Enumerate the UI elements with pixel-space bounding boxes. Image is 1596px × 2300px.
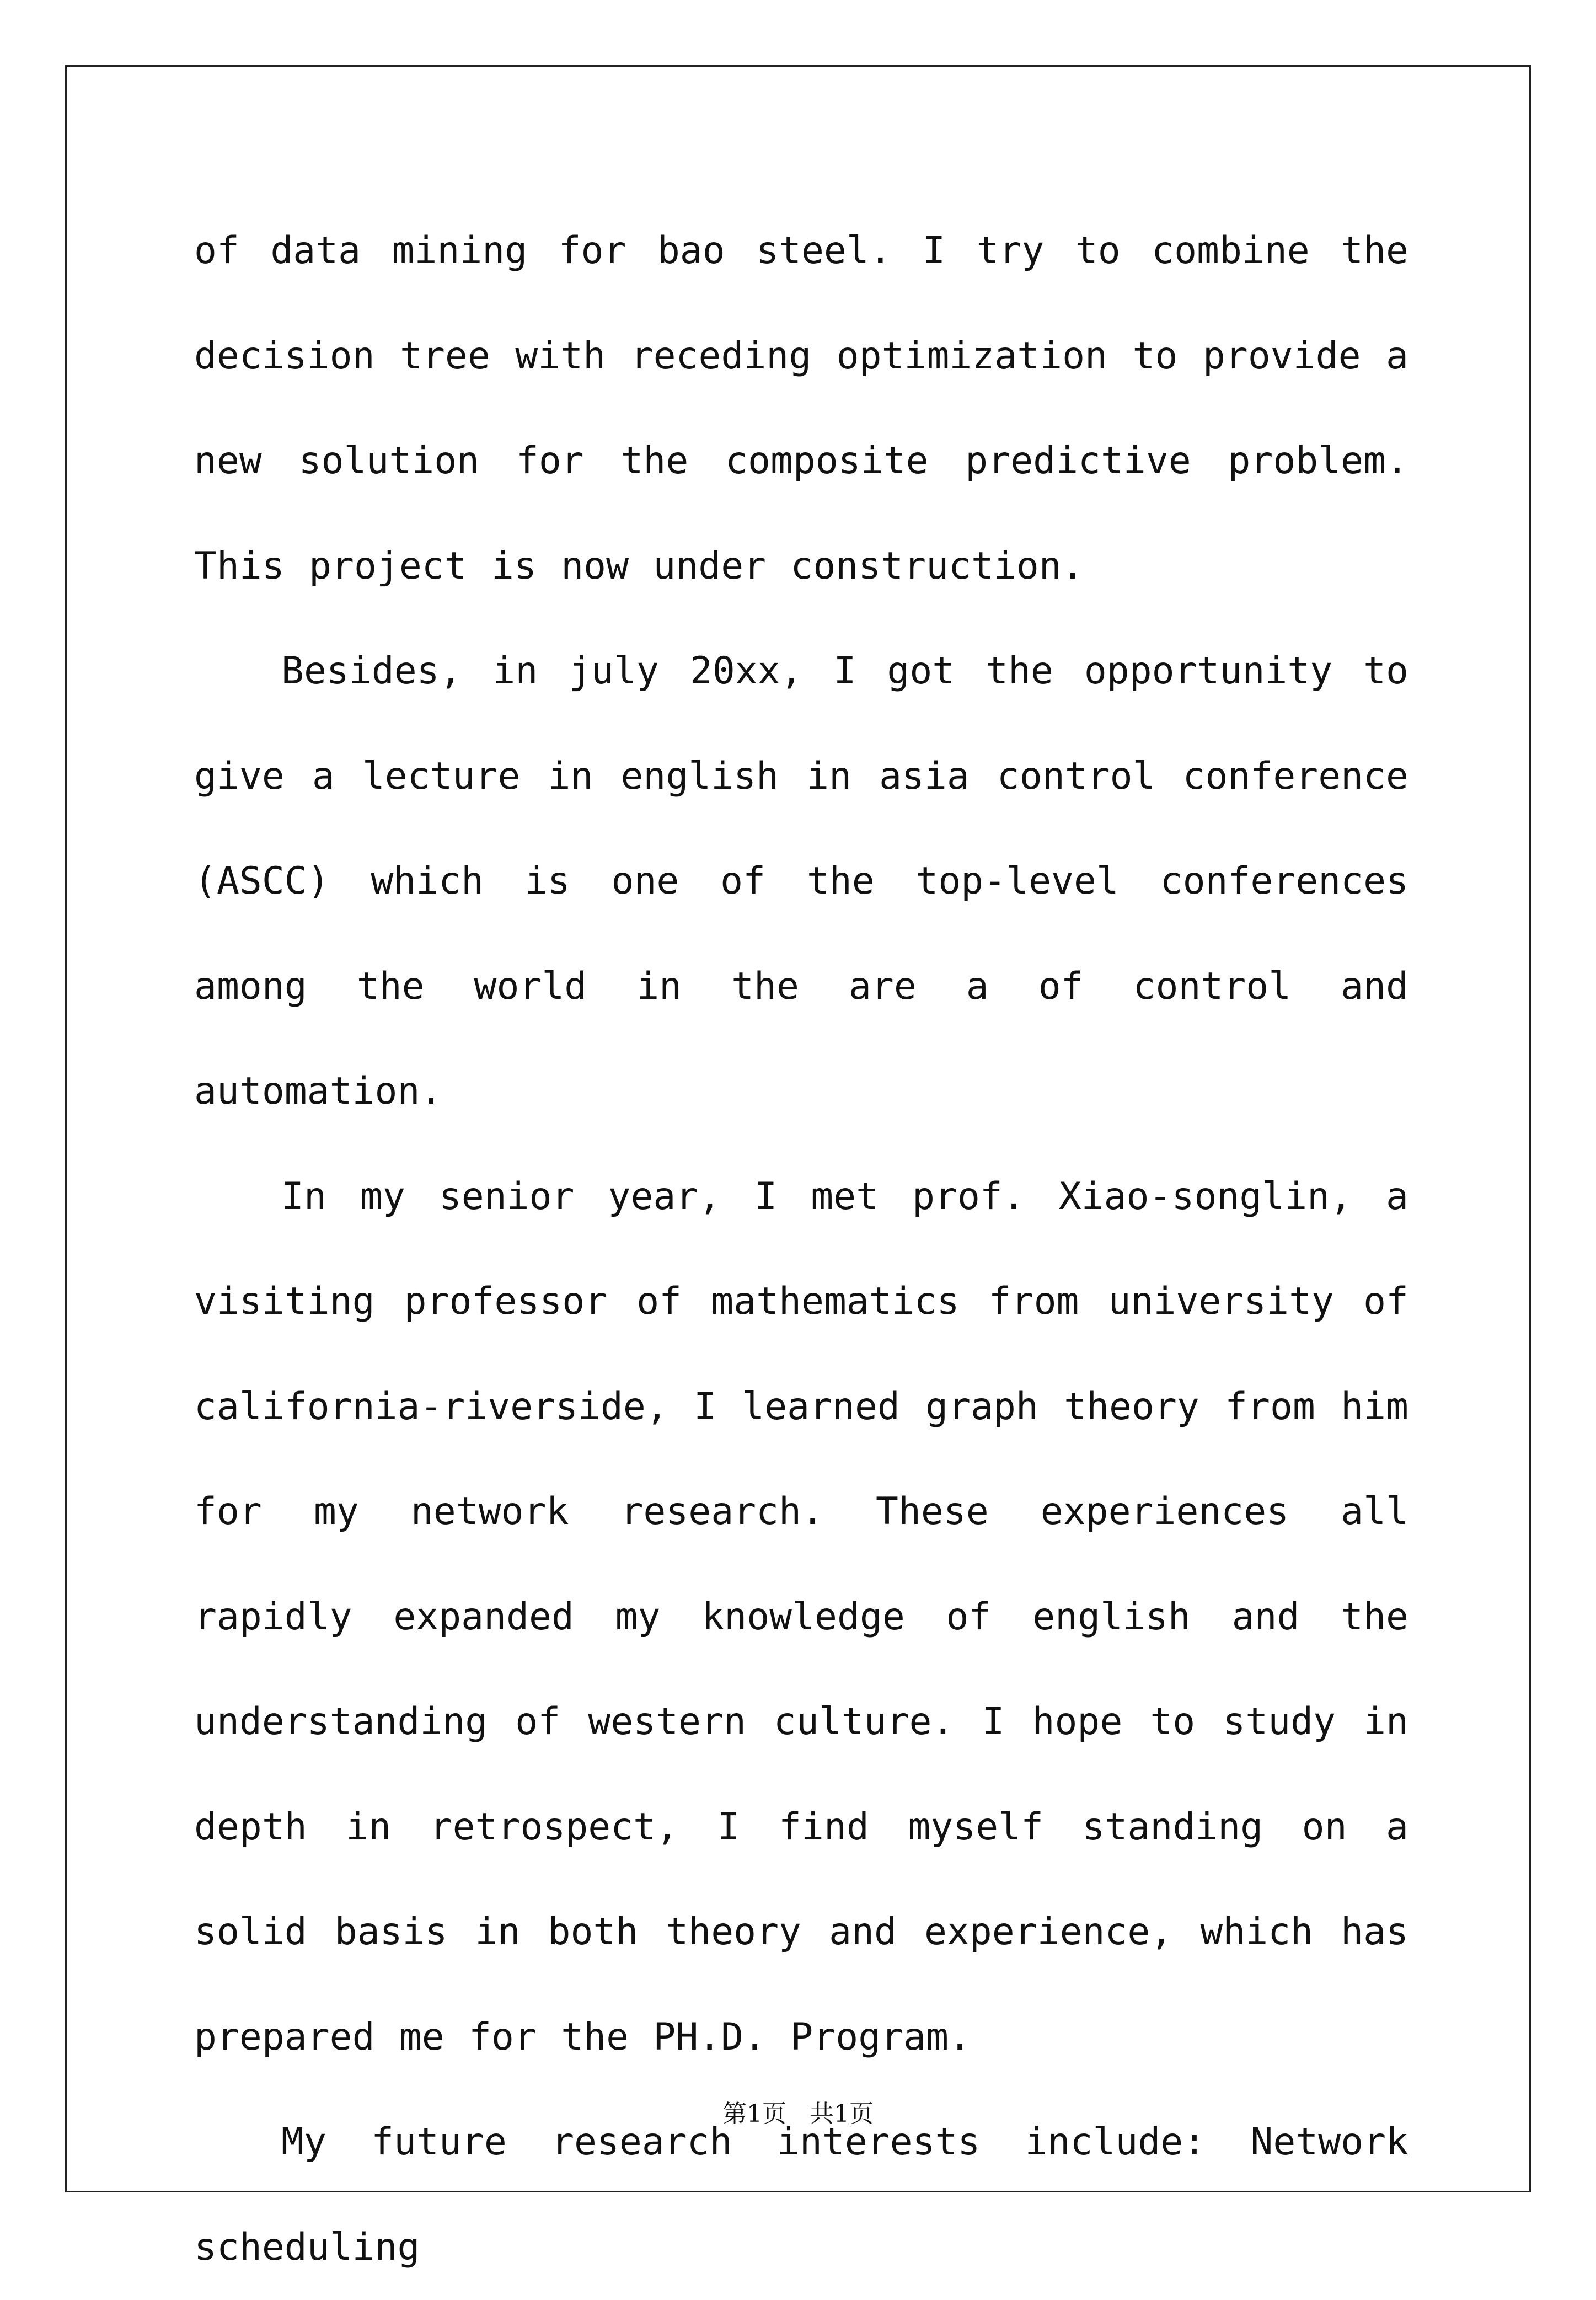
document-body [194, 199, 1408, 2300]
paragraph-research-interests: My future research interests include: Network scheduling [194, 2120, 1408, 2269]
paragraph-data-mining: of data mining for bao steel. I try to combine the decision tree with receding optimization to provide a new solution for the composite predictive problem. This project is now under construction. [194, 229, 1408, 588]
paragraph-ascc-lecture: Besides, in july 20xx, I got the opportunity to give a lecture in english in asia control conference (ASCC) which is one of the top-level conferences among the world in the are a of control and automation. [194, 649, 1408, 1113]
paragraph-senior-year: In my senior year, I met prof. Xiao-songlin, a visiting professor of mathematics from university of california-riverside, I learned graph theory from him for my network research. These experiences all rapidly expanded my knowledge of english and the understanding of western culture. I hope to study in depth in retrospect, I find myself standing on a solid basis in both theory and experience, which has prepared me for the PH.D. Program. [194, 1174, 1408, 2059]
page-footer: 第1页 共1页 [722, 2100, 874, 2128]
